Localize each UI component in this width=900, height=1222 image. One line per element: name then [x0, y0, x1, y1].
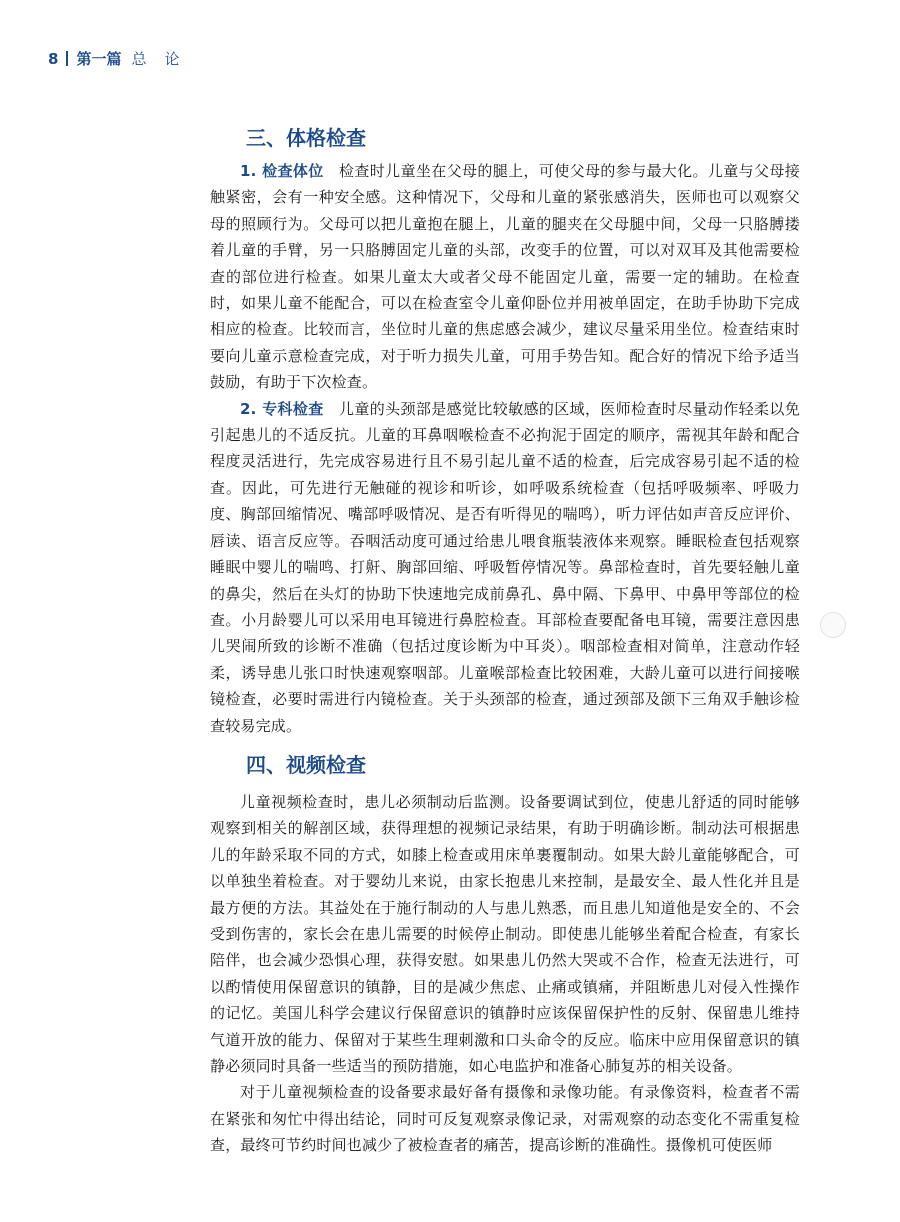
part-title: 总论 [131, 50, 198, 68]
section-heading: 四、视频检查 [246, 752, 366, 777]
paragraph-text: 儿童的头颈部是感觉比较敏感的区域，医师检查时尽量动作轻柔以免引起患儿的不适反抗。儿童的耳鼻咽喉检查不必拘泥于固定的顺序，需视其年龄和配合程度灵活进行，先完成容易进行且不易引起儿童不适的检查，后完成容易引起不适的检查。因此，可先进行无触碰的视诊和听诊，如呼吸系统检查（包括呼吸频率、呼吸力度、胸部回缩情况、嘴部呼吸情况、是否有听得见的喘鸣），听力评估如声音反应评价、唇读、语言反应等。吞咽活动度可通过给患儿喂食瓶装液体来观察。睡眠检查包括观察睡眠中婴儿的喘鸣、打鼾、胸部回缩、呼吸暂停情况等。鼻部检查时，首先要轻触儿童的鼻尖，然后在头灯的协助下快速地完成前鼻孔、鼻中隔、下鼻甲、中鼻甲等部位的检查。小月龄婴儿可以采用电耳镜进行鼻腔检查。耳部检查要配备电耳镜，需要注意因患儿哭闹所致的诊断不准确（包括过度诊断为中耳炎）。咽部检查相对简单，注意动作轻柔，诱导患儿张口时快速观察咽部。儿童喉部检查比较困难，大龄儿童可以进行间接喉镜检查，必要时需进行内镜检查。关于头颈部的检查，通过颈部及颌下三角双手触诊检查较易完成。 [210, 399, 800, 735]
paragraph [210, 158, 800, 396]
paragraph-text: 检查时儿童坐在父母的腿上，可使父母的参与最大化。儿童与父母接触紧密，会有一种安全感。这种情况下，父母和儿童的紧张感消失，医师也可以观察父母的照顾行为。父母可以把儿童抱在腿上，儿童的腿夹在父母腿中间，父母一只胳膊搂着儿童的手臂，另一只胳膊固定儿童的头部，改变手的位置，可以对双耳及其他需要检查的部位进行检查。如果儿童太大或者父母不能固定儿童，需要一定的辅助。在检查时，如果儿童不能配合，可以在检查室令儿童仰卧位并用被单固定，在助手协助下完成相应的检查。比较而言，坐位时儿童的焦虑感会减少，建议尽量采用坐位。检查结束时要向儿童示意检查完成，对于听力损失儿童，可用手势告知。配合好的情况下给予适当鼓励，有助于下次检查。 [210, 162, 800, 392]
paragraph [210, 396, 800, 739]
margin-mark [820, 612, 846, 638]
paragraph-text: 对于儿童视频检查的设备要求最好备有摄像和录像功能。有录像资料，检查者不需在紧张和匆忙中得出结论，同时可反复观察录像记录，对需观察的动态变化不需重复检查，最终可节约时间也减少了被检查者的痛苦，提高诊断的准确性。摄像机可使医师 [210, 1083, 800, 1155]
paragraph [210, 789, 800, 1079]
page-body [210, 118, 800, 1159]
paragraph-lead: 1. 检查体位 [240, 162, 324, 180]
section-heading: 三、体格检查 [246, 126, 366, 150]
running-head [48, 48, 197, 69]
paragraph-text: 儿童视频检查时，患儿必须制动后监测。设备要调试到位，使患儿舒适的同时能够观察到相关的解剖区域，获得理想的视频记录结果，有助于明确诊断。制动法可根据患儿的年龄采取不同的方式，如膝上检查或用床单裹覆制动。如果大龄儿童能够配合，可以单独坐着检查。对于婴幼儿来说，由家长抱患儿来控制，是最安全、最人性化并且是最方便的方法。其益处在于施行制动的人与患儿熟悉，而且患儿知道他是安全的、不会受到伤害的，家长会在患儿需要的时候停止制动。即使患儿能够坐着配合检查，有家长陪伴，也会减少恐惧心理，获得安慰。如果患儿仍然大哭或不合作，检查无法进行，可以酌情使用保留意识的镇静，目的是减少焦虑、止痛或镇痛，并阻断患儿对侵入性操作的记忆。美国儿科学会建议行保留意识的镇静时应该保留保护性的反射、保留患儿维持气道开放的能力、保留对于某些生理刺激和口头命令的反应。临床中应用保留意识的镇静必须同时具备一些适当的预防措施，如心电监护和准备心肺复苏的相关设备。 [210, 792, 800, 1075]
part-label: 第一篇 [76, 50, 122, 68]
section-video-exam [210, 745, 800, 1159]
page-number: 8 [48, 49, 59, 68]
paragraph [210, 1079, 800, 1158]
paragraph-lead: 2. 专科检查 [240, 399, 324, 418]
section-physical-exam [210, 118, 800, 739]
header-divider [66, 51, 68, 66]
